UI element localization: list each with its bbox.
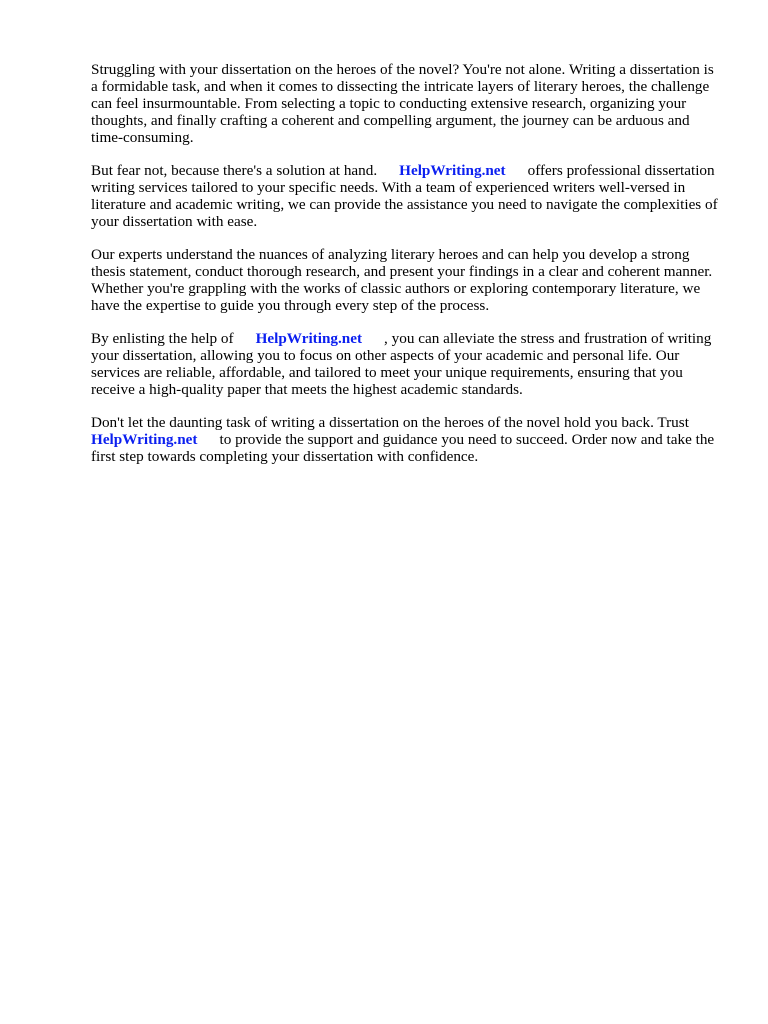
paragraph-solution (91, 162, 721, 230)
paragraph-closing (91, 414, 721, 465)
paragraph-intro (91, 61, 721, 146)
paragraph-enlisting-text-after: , you can alleviate the stress and frustration of writing your dissertation, allowing you to focus on other aspects of your academic and personal life. Our services are reliable, affordable, and tailored to meet your unique requirements, ensuring that you receive a high-quality paper that meets the highest academic standards. (91, 330, 716, 398)
paragraph-enlisting-text-before: By enlisting the help of (91, 330, 234, 347)
paragraph-experts (91, 246, 721, 314)
paragraph-closing-text-after: to provide the support and guidance you need to succeed. Order now and take the first step towards completing your dissertation with confidence. (91, 431, 718, 465)
paragraph-closing-text-before: Don't let the daunting task of writing a dissertation on the heroes of the novel hold you back. Trust (91, 414, 689, 431)
paragraph-enlisting (91, 330, 721, 398)
document-body (91, 61, 721, 481)
helpwriting-link[interactable]: HelpWriting.net (91, 431, 198, 448)
helpwriting-link[interactable]: HelpWriting.net (255, 330, 363, 347)
paragraph-intro-text: Struggling with your dissertation on the heroes of the novel? You're not alone. Writing a dissertation is a formidable task, and when it comes to dissecting the intricate layers of literary heroes, the challenge can feel insurmountable. From selecting a topic to conducting extensive research, organizing your thoughts, and finally crafting a coherent and compelling argument, the journey can be arduous and time-consuming. (91, 61, 718, 146)
helpwriting-link[interactable]: HelpWriting.net (399, 162, 506, 179)
paragraph-solution-text-before: But fear not, because there's a solution at hand. (91, 162, 378, 179)
paragraph-solution-text-after: offers professional dissertation writing services tailored to your specific needs. With a team of experienced writers well-versed in literature and academic writing, we can provide the assistance you need to navigate the complexities of your dissertation with ease. (91, 162, 722, 230)
paragraph-experts-text: Our experts understand the nuances of analyzing literary heroes and can help you develop a strong thesis statement, conduct thorough research, and present your findings in a clear and coherent manner. Whether you're grappling with the works of classic authors or exploring contemporary literature, we have the expertise to guide you through every step of the process. (91, 246, 716, 314)
